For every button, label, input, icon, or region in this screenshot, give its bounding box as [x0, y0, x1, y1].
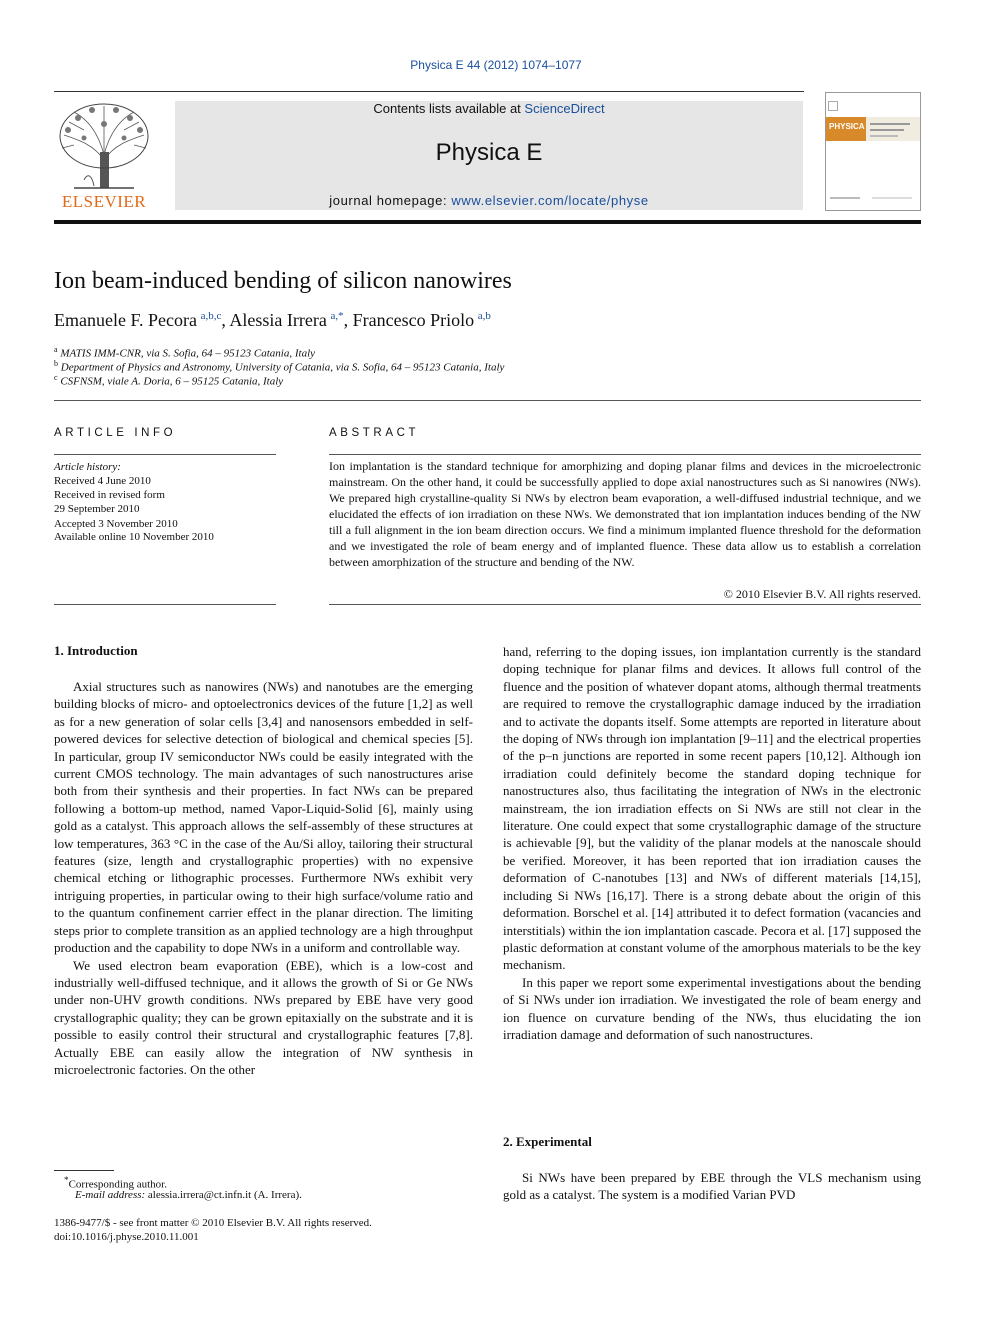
homepage-prefix: journal homepage:: [329, 193, 452, 208]
paragraph: hand, referring to the doping issues, ion implantation currently is the standard doping technique for planar films and devices. It allows full control of the fluence and the position of whatever dopant atoms, although thermal treatments are required to remove the crystallographic damage induced by the irradiation and to activate the dopants itself. Some attempts are reported in literature about the doping of NWs through ion implantation [9–11] and the electrical properties of the p–n junctions are reported in some recent papers [10,12]. Although ion irradiation could definitely become the standard doping technique for nanostructures also, thus facilitating the integration of NWs in the electronic mainstream, the ion irradiation effects on Si NWs are still not clear in the literature. One could expect that some crystallographic damage of the structure is achievable [9], but the validity of the planar models at the nanoscale should be verified. Moreover, it has been reported that ion irradiation causes the deformation of C-nanotubes [13] and NWs of different materials [14,15], including Si NWs [16,17]. There is a strong debate about the origin of this deformation. Borschel et al. [14] attributed it to defect formation (vacancies and interstitials) within the ion implantation cascade. Pecora et al. [17] supposed the plastic deformation at constant volume of the amorphous materials to be the key mechanism.: [503, 644, 921, 973]
sciencedirect-link[interactable]: ScienceDirect: [524, 101, 605, 116]
journal-citation[interactable]: Physica E 44 (2012) 1074–1077: [410, 58, 582, 72]
journal-name: Physica E: [435, 139, 543, 166]
affiliation: $^b$ Department of Physics and Astronomy, University of Catania, via S. Sofia, 64 – 95123 Catania, Italy: [54, 359, 505, 374]
header-thick-rule: [54, 220, 921, 224]
section-heading-introduction: 1. Introduction: [54, 643, 138, 658]
email-note: E-mail address: alessia.irrera@ct.infn.it (A. Irrera).: [75, 1189, 302, 1201]
paragraph: Si NWs have been prepared by EBE through the VLS mechanism using gold as a catalyst. The system is a modified Varian PVD: [503, 1170, 921, 1203]
elsevier-logo: [54, 100, 154, 210]
affiliation: $^a$ MATIS IMM-CNR, via S. Sofia, 64 – 95123 Catania, Italy: [54, 345, 316, 360]
cover-title: PHYSICA: [829, 122, 865, 131]
body-right-column-continued: [503, 1169, 921, 1204]
history-entry: Received in revised form: [54, 489, 165, 501]
paragraph: In this paper we report some experimental investigations about the bending of Si NWs under ion irradiation. We investigated the role of beam energy and ion fluence on curvature bending of the NWs, thus elucidating the ion irradiation damage and deformation of such nanostructures.: [503, 974, 921, 1042]
email-address[interactable]: alessia.irrera@ct.infn.it (A. Irrera).: [145, 1189, 302, 1201]
abstract-text: Ion implantation is the standard technique for amorphizing and doping planar films and devices in the microelectronic mainstream. On the other hand, it could be successfully applied to dope axial nanostructures such as Si nanowires (NWs). We prepared high crystalline-quality Si NWs by electron beam evaporation, a well-diffused industrial technique, and we elucidated the effects of ion irradiation on these NWs. We demonstrated that ion implantation induces bending of the NW till a full alignment in the ion beam direction occurs. We find a minimum implanted fluence threshold for the deformation and we investigated the role of beam energy and of implanted fluence. These data allow us to establish a correlation between amorphization of the structure and bending of the NW.: [329, 459, 921, 569]
author-list: Emanuele F. Pecora $^{a,b,c}$, Alessia Irrera $^{a,*}$, Francesco Priolo $^{a,b}$: [54, 310, 491, 330]
history-entry: Available online 10 November 2010: [54, 531, 214, 543]
abstract-rule: [329, 454, 921, 455]
issn-line: 1386-9477/$ - see front matter © 2010 Elsevier B.V. All rights reserved.: [54, 1217, 372, 1229]
journal-cover-thumbnail[interactable]: [825, 92, 921, 211]
article-info-bottom-rule: [54, 604, 276, 605]
history-entry: Accepted 3 November 2010: [54, 518, 178, 530]
section-heading-experimental: 2. Experimental: [503, 1134, 592, 1149]
contents-prefix: Contents lists available at: [373, 101, 525, 116]
paragraph: We used electron beam evaporation (EBE), which is a low-cost and industrially well-diffused technique, and it allows the growth of Si or Ge NWs under non-UHV growth conditions. NWs prepared by EBE have very good crystallographic quality; they can be grown epitaxially on the substrate and it is possible to easily control their structural and crystallographic features [7,8]. Actually EBE can easily allow the integration of NW synthesis in microelectronic factories. On the other: [54, 957, 473, 1077]
article-info-rule: [54, 454, 276, 455]
footnote-rule: [54, 1170, 114, 1171]
abstract-copyright: © 2010 Elsevier B.V. All rights reserved.: [723, 587, 921, 601]
author-affiliation-marks[interactable]: a,b,c: [200, 310, 222, 322]
abstract-heading: ABSTRACT: [329, 427, 420, 439]
contents-line: [175, 101, 803, 116]
author-name[interactable]: Alessia Irrera: [229, 310, 327, 330]
homepage-link[interactable]: www.elsevier.com/locate/physe: [451, 193, 649, 208]
journal-homepage: [175, 193, 803, 208]
article-info-heading: ARTICLE INFO: [54, 427, 177, 439]
history-entry: Received 4 June 2010: [54, 475, 151, 487]
cover-icon: [828, 101, 838, 111]
body-right-column: [503, 643, 921, 1043]
article-title: Ion beam-induced bending of silicon nanowires: [54, 268, 512, 294]
affiliation: $^c$ CSFNSM, viale A. Doria, 6 – 95125 Catania, Italy: [54, 373, 284, 388]
author-affiliation-marks[interactable]: a,*: [330, 310, 344, 322]
body-left-column: [54, 678, 473, 1078]
history-entry: 29 September 2010: [54, 503, 140, 515]
doi-line[interactable]: doi:10.1016/j.physe.2010.11.001: [54, 1231, 199, 1243]
author-name[interactable]: Emanuele F. Pecora: [54, 310, 198, 330]
abstract-bottom-rule: [329, 604, 921, 605]
author-affiliation-marks[interactable]: a,b: [477, 310, 491, 322]
section-divider: [54, 400, 921, 401]
author-name[interactable]: Francesco Priolo: [352, 310, 475, 330]
header-top-rule: [54, 91, 804, 92]
elsevier-wordmark: ELSEVIER: [61, 192, 147, 211]
paragraph: Axial structures such as nanowires (NWs) and nanotubes are the emerging building blocks of micro- and optoelectronics devices of the future [1,2] as well as for a new generation of solar cells [3,4] and nanosensors embedded in self-powered devices for selective detection of biological and chemical species [5]. In particular, group IV semiconductor NWs could be easily integrated with the current CMOS technology. The main advantages of such nanostructures arise both from their synthesis and their properties. In fact NWs can be prepared following a bottom-up method, named Vapor-Liquid-Solid [6], mainly using gold as a catalyst. This approach allows the self-assembly of these structures at low temperatures, 363 °C in the case of the Au/Si alloy, tailoring their structural features (size, length and crystallographic properties) with no expensive chemical etching or lithographic processes. Furthermore NWs exhibit very intriguing properties, in particular owing to their high surface/volume ratio and to the quantum confinement carrier effect in the planar direction. The limiting steps prior to complete transition as an applied technology are a high throughput production and the capability to dope NWs in a uniform and controllable way.: [54, 679, 473, 956]
history-label: Article history:: [54, 461, 121, 473]
corresponding-author-note: *Corresponding author.: [64, 1175, 167, 1191]
